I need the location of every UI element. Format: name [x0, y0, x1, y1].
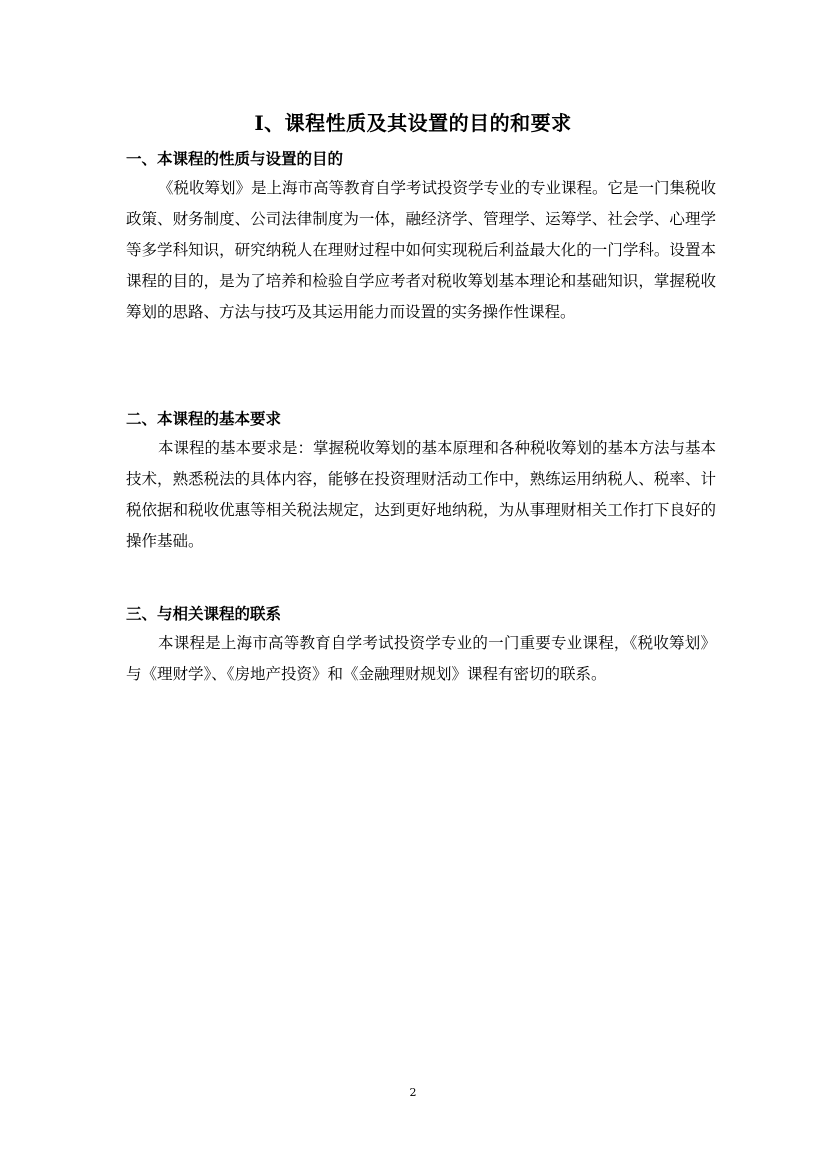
section-body: 本课程的基本要求是：掌握税收筹划的基本原理和各种税收筹划的基本方法与基本技术，熟悉税法的具体内容，能够在投资理财活动工作中，熟练运用纳税人、税率、计税依据和税收优惠等相关税法规定，达到更好地纳税，为从事理财相关工作打下良好的操作基础。	[126, 439, 717, 550]
section-body: 本课程是上海市高等教育自学考试投资学专业的一门重要专业课程，《税收筹划》与《理财学》、《房地产投资》和《金融理财规划》课程有密切的联系。	[126, 634, 716, 683]
section-heading: 二、本课程的基本要求	[126, 409, 282, 428]
section-basic-requirements	[126, 405, 716, 557]
section-related-courses	[126, 600, 716, 690]
page-number: 2	[409, 1086, 417, 1099]
section-heading: 一、本课程的性质与设置的目的	[126, 149, 344, 168]
section-body: 《税收筹划》是上海市高等教育自学考试投资学专业的专业课程。它是一门集税收政策、财务制度、公司法律制度为一体，融经济学、管理学、运筹学、社会学、心理学等多学科知识，研究纳税人在理财过程中如何实现税后利益最大化的一门学科。设置本课程的目的，是为了培养和检验自学应考者对税收筹划基本理论和基础知识，掌握税收筹划的思路、方法与技巧及其运用能力而设置的实务操作性课程。	[126, 179, 717, 321]
section-heading: 三、与相关课程的联系	[126, 604, 282, 623]
section-nature-and-purpose	[126, 145, 716, 328]
document-title: Ⅰ、课程性质及其设置的目的和要求	[254, 111, 572, 135]
